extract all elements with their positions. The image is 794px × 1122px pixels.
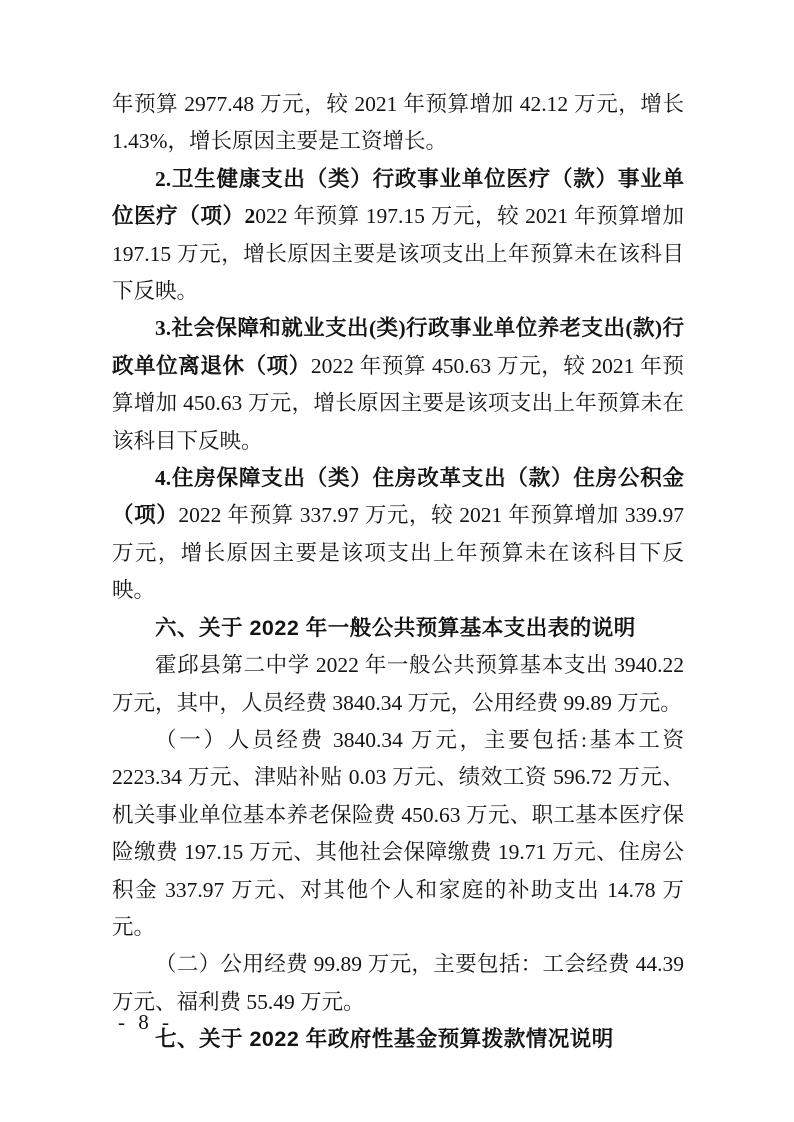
- paragraph-text: 022 年预算 197.15 万元，较 2021 年预算增加 197.15 万元，增长原因主要是该项支出上年预算未在该科目下反映。: [112, 204, 684, 304]
- paragraph-basic-expenditure-total: [112, 647, 684, 722]
- paragraph-text: 霍邱县第二中学 2022 年一般公共预算基本支出 3940.22 万元，其中，人员经费 3840.34 万元，公用经费 99.89 万元。: [112, 653, 684, 715]
- paragraph-text: （二）公用经费 99.89 万元，主要包括：工会经费 44.39 万元、福利费 55.49 万元。: [112, 952, 684, 1014]
- paragraph-bold-lead: 2.卫生健康支出（类）行政事业单位医疗（款）事业单位医疗（项）2: [112, 166, 684, 229]
- paragraph-bold-lead: 4.住房保障支出（类）住房改革支出（款）住房公积金（项）: [112, 466, 684, 528]
- paragraph-budget-continuation: [112, 86, 684, 161]
- heading-section-seven: [112, 1021, 684, 1058]
- paragraph-housing: [112, 460, 684, 610]
- paragraph-text: 年预算 2977.48 万元，较 2021 年预算增加 42.12 万元，增长 1.43%，增长原因主要是工资增长。: [112, 92, 684, 154]
- heading-section-six: [112, 610, 684, 647]
- paragraph-public-expenses: [112, 946, 684, 1021]
- paragraph-social-security: [112, 310, 684, 460]
- page-number: - 8 -: [118, 1010, 173, 1034]
- paragraph-bold-lead: 3.社会保障和就业支出(类)行政事业单位养老支出(款)行政单位离退休（项）: [112, 316, 684, 378]
- paragraph-text: 2022 年预算 337.97 万元，较 2021 年预算增加 339.97 万元，增长原因主要是该项支出上年预算未在该科目下反映。: [112, 503, 684, 603]
- document-body: [112, 86, 684, 1059]
- paragraph-text: 2022 年预算 450.63 万元，较 2021 年预算增加 450.63 万元，增长原因主要是该项支出上年预算未在该科目下反映。: [112, 353, 684, 453]
- heading-text: 六、关于 2022 年一般公共预算基本支出表的说明: [155, 615, 636, 640]
- paragraph-text: （一）人员经费 3840.34 万元，主要包括:基本工资 2223.34 万元、津贴补贴 0.03 万元、绩效工资 596.72 万元、机关事业单位基本养老保险费 450.63 万元、职工基本医疗保险缴费 197.15 万元、其他社会保障缴费 19.71 万元、住房公积金 337.97 万元、对其他个人和家庭的补助支出 14.78 万元。: [112, 727, 684, 939]
- heading-text: 七、关于 2022 年政府性基金预算拨款情况说明: [155, 1027, 614, 1052]
- paragraph-health-expenditure: [112, 161, 684, 311]
- paragraph-personnel-expenses: [112, 722, 684, 946]
